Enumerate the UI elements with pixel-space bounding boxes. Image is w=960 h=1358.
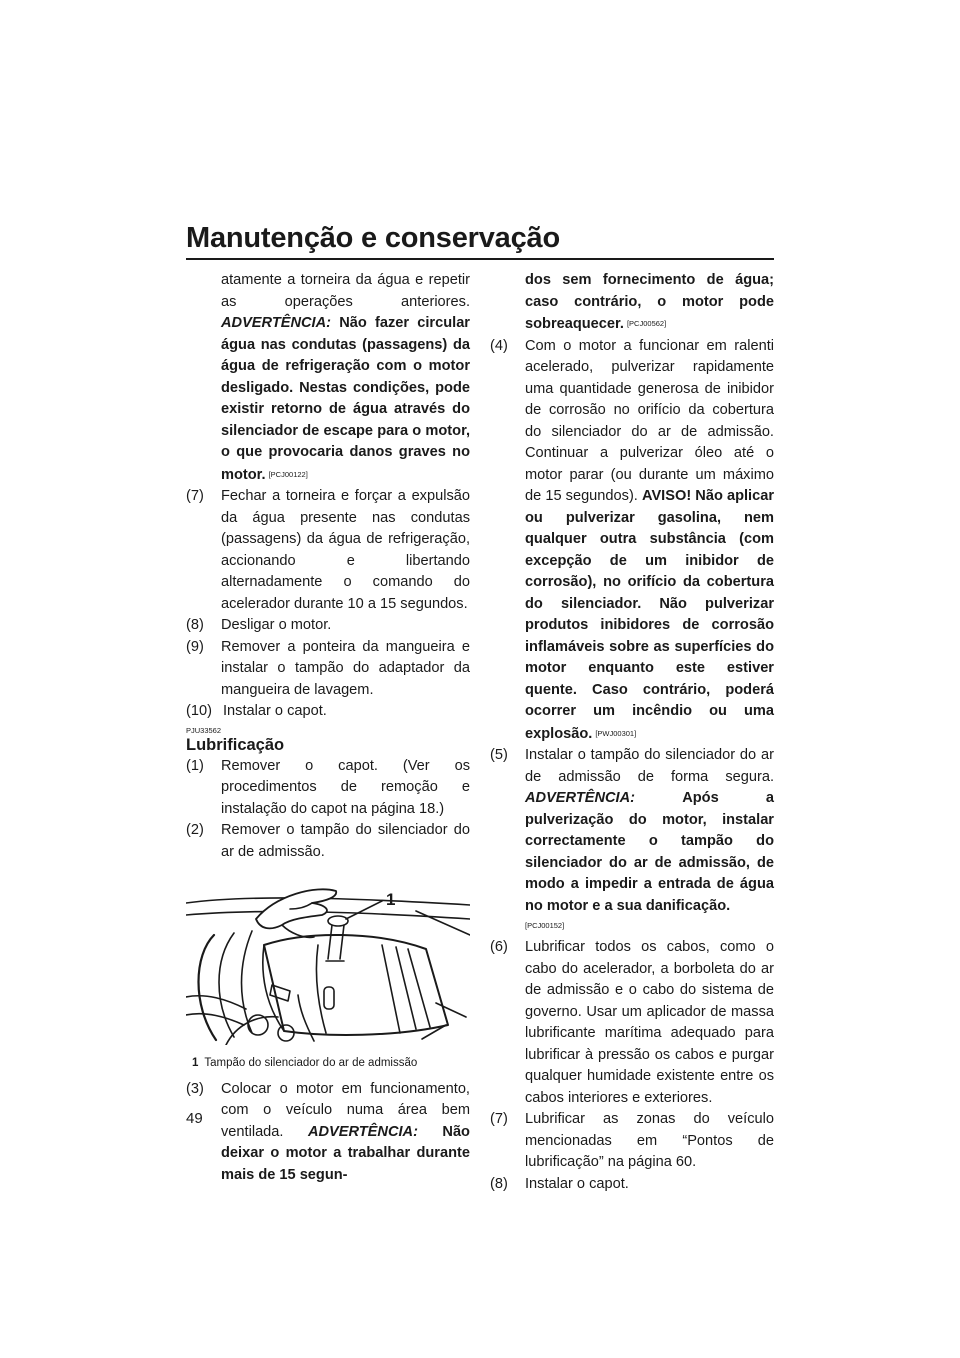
list-item [490,745,774,917]
item-body: Colocar o motor em funcionamento, com o veículo numa área bem ventilada. [221,1080,470,1140]
left-column [186,270,470,1186]
warning-label: ADVERTÊNCIA: [525,790,636,806]
list-item [490,1109,774,1174]
item-number: (8) [186,617,204,633]
item-number: (10) [186,703,212,719]
warning-label: ADVERTÊNCIA: [221,315,332,331]
item-text: Remover o capot. (Ver os procedimentos de remoção e instalação do capot na página 18.) [221,757,470,817]
reference-code: [PWJ00301] [595,728,637,738]
item-text [525,745,774,917]
item-number: (9) [186,638,204,655]
notice-text: Não aplicar ou pulverizar gasolina, nem qualquer outra substância (com excepção de um inibidor de corrosão), no orifício da cobertura do silenciador. Não pulverizar produtos inibidores de corrosão inflamáveis sobre as superfícies do motor enquanto este estiver quente. Caso contrário, poderá ocorrer um incêndio ou uma explosão. [525,488,775,742]
item-text [525,336,774,746]
list-item [186,637,470,702]
continued-warning [490,270,774,336]
section-title: Lubrificação [186,735,285,754]
list-item [490,336,774,746]
right-column [490,270,774,1195]
warning-text: Não deixar o motor a trabalhar durante mais de 15 segun- [221,1123,470,1183]
list-item [186,701,470,723]
figure-intake-silencer [186,875,470,1045]
item-text: Instalar o capot. [223,703,327,719]
figure-caption [192,1055,470,1071]
notice-label: AVISO! [641,488,692,504]
item-text: Lubrificar todos os cabos, como o cabo do acelerador, a borboleta do ar de admissão e o cabo do sistema de governo. Usar um aplicador de massa lubrificante marítima adequado para lubrificar à pressão os cabos e purgar qualquer humidade existente entre os cabos interiores e exteriores. [525,939,774,1106]
figure-callout: 1 [386,890,396,909]
page-title: Manutenção e conservação [186,222,560,254]
continued-text: atamente a torneira da água e repetir as operações anteriores. [221,272,470,310]
warning-label: ADVERTÊNCIA: [307,1123,418,1140]
reference-code: [PCJ00562] [626,319,667,328]
continued-paragraph [186,270,470,486]
item-text: Fechar a torneira e forçar a expulsão da água presente nas condutas (passagens) da água de refrigeração, accionando e libertando alternadamente o comando do acelerador durante 10 a 15 segundos. [221,488,470,612]
list-item [186,486,470,615]
item-text: Remover a ponteira da mangueira e instalar o tampão do adaptador da mangueira de lavagem. [221,638,470,698]
item-number: (7) [186,488,204,504]
warning-text: Após a pulverização do motor, instalar correctamente o tampão do silenciador do ar de admissão, de modo a impedir a entrada de água no motor e a sua danificação. [525,790,774,914]
warning-text: Não fazer circular água nas condutas (passagens) da água de refrigeração com o motor desligado. Nestas condições, pode existir retorno de água através do silenciador de escape para o motor, o que provocaria danos graves no motor. [221,315,470,483]
item-text: Lubrificar as zonas do veículo mencionadas em “Pontos de lubrificação” na página 60. [525,1111,774,1170]
page-number: 49 [186,1110,203,1127]
item-text: Remover o tampão do silenciador do ar de admissão. [221,822,470,860]
item-number: (5) [490,747,508,763]
item-number: (6) [490,939,508,955]
item-number: (8) [490,1175,508,1192]
reference-code: [PCJ00122] [268,469,308,479]
section-code: PJU33562 [186,725,222,735]
item-body: Com o motor a funcionar em ralenti acelerado, pulverizar rapidamente uma quantidade generosa de inibidor de corrosão no orifício da cobertura do silenciador do ar de admissão. Continuar a pulverizar óleo até o motor parar (ou durante um máximo de 15 segundos). [525,337,774,504]
item-number: (2) [186,822,204,838]
caption-text: Tampão do silenciador do ar de admissão [204,1056,418,1069]
item-body: Instalar o tampão do silenciador do ar de admissão de forma segura. [525,747,774,785]
reference-code: [PCJ00152] [525,921,565,930]
list-item [490,937,774,1109]
item-number: (3) [186,1080,204,1097]
title-rule [186,258,774,260]
caption-number: 1 [192,1056,199,1069]
list-item [186,615,470,637]
item-number: (7) [490,1111,508,1127]
warning-text: dos sem fornecimento de água; caso contrário, o motor pode sobreaquecer. [525,272,774,332]
item-number: (4) [490,337,508,354]
item-text: Instalar o capot. [525,1175,629,1192]
list-item [186,1079,470,1187]
item-number: (1) [186,757,204,774]
item-text: Desligar o motor. [221,617,332,633]
list-item [186,820,470,863]
list-item [186,756,470,821]
item-text [221,1079,470,1187]
list-item [490,1174,774,1196]
